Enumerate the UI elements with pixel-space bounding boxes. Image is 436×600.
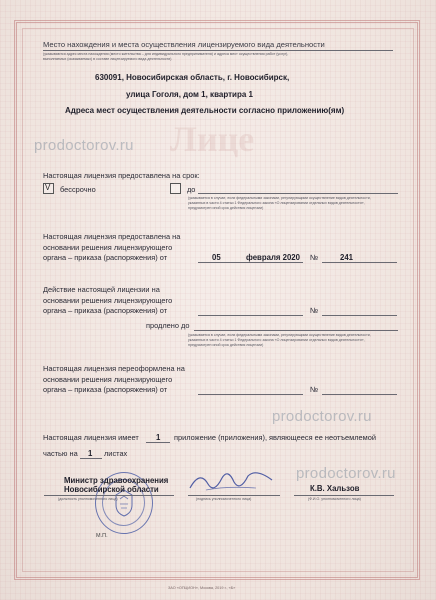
extended-line-2: основании решения лицензирующего <box>43 295 173 305</box>
appendix-sheets-rule <box>80 458 102 459</box>
granted-number-sign: № <box>310 253 319 262</box>
granted-day: 05 <box>212 253 221 262</box>
location-title-rule <box>43 50 393 51</box>
until-label: до <box>187 185 196 194</box>
stamp-place-label: М.П. <box>96 533 108 539</box>
background-ornament: Лице <box>170 119 255 159</box>
handwritten-signature <box>186 466 276 496</box>
granted-line-1: Настоящая лицензия предоставлена на <box>43 232 181 241</box>
location-title: Место нахождения и места осуществления лицензируемого вида деятельности <box>43 40 325 49</box>
authority-note: (должность уполномоченного лица) <box>58 497 118 501</box>
extended-line-3: органа – приказа (распоряжения) от <box>43 306 168 316</box>
reissued-number-sign: № <box>310 385 319 394</box>
location-note-2: выполняемых (оказываемых) в составе лицензируемого вида деятельности) <box>43 57 172 61</box>
term-note-1: (указывается в случае, если федеральными законами, регулирующими осуществление видов деятельности, <box>188 196 371 200</box>
reissued-line-1: Настоящая лицензия переоформлена на <box>43 364 185 373</box>
granted-text <box>43 232 195 264</box>
appendix-suffix: приложение (приложения), являющееся ее неотъемлемой <box>174 433 376 442</box>
extended-line-1: Действие настоящей лицензии на <box>43 285 160 294</box>
extended-number-rule <box>322 315 397 316</box>
extended-number-sign: № <box>310 306 319 315</box>
signer-name-rule <box>294 495 394 496</box>
appendix-prefix: Настоящая лицензия имеет <box>43 433 139 442</box>
authority-line-1: Министр здравоохранения <box>64 476 169 485</box>
extended-note-1: (указывается в случае, если федеральными законами, регулирующими осуществление видов деятельности, <box>188 333 371 337</box>
granted-number: 241 <box>340 253 354 262</box>
signer-name: К.В. Хальзов <box>310 484 360 493</box>
reissued-line-3: органа – приказа (распоряжения) от <box>43 385 168 395</box>
granted-line-3: органа – приказа (распоряжения) от <box>43 253 168 263</box>
address-line-1: 630091, Новосибирская область, г. Новосибирск, <box>95 73 290 82</box>
extended-date-rule <box>198 315 303 316</box>
unlimited-check-mark: V <box>45 183 51 192</box>
watermark-top: prodoctorov.ru <box>34 137 134 154</box>
appendix-count-rule <box>146 442 170 443</box>
extended-until-label: продлено до <box>146 321 190 330</box>
print-info: ЗАО «ОПЦИОН», Москва, 2019 г., «Б» <box>168 586 236 590</box>
extended-note-2: указанных в части 4 статьи 1 Федерального закона «О лицензировании отдельных видов деятельности», <box>188 338 365 342</box>
term-label: Настоящая лицензия предоставлена на срок: <box>43 171 200 180</box>
authority-rule <box>44 495 174 496</box>
reissued-number-rule <box>322 394 397 395</box>
appendix-count: 1 <box>156 433 161 442</box>
reissued-text <box>43 364 195 396</box>
extended-note-3: предусмотрен иной срок действия лицензии) <box>188 343 264 347</box>
watermark-bottom: prodoctorov.ru <box>296 465 396 482</box>
address-line-2: улица Гоголя, дом 1, квартира 1 <box>126 90 253 99</box>
until-checkbox <box>170 183 181 194</box>
term-note-2: указанных в части 4 статьи 1 Федерального закона «О лицензировании отдельных видов деятельности», <box>188 201 365 205</box>
appendix-sheets: 1 <box>88 449 93 458</box>
granted-line-2: основании решения лицензирующего <box>43 242 173 252</box>
reissued-line-2: основании решения лицензирующего <box>43 374 173 384</box>
signature-rule <box>188 495 280 496</box>
unlimited-checkbox <box>43 183 54 194</box>
extended-until-rule <box>194 330 398 331</box>
term-note-3: предусмотрен иной срок действия лицензии) <box>188 206 264 210</box>
reissued-date-rule <box>198 394 303 395</box>
granted-number-rule <box>322 262 397 263</box>
extended-text <box>43 285 195 317</box>
until-rule <box>198 193 398 194</box>
watermark-middle: prodoctorov.ru <box>272 408 372 425</box>
granted-month-year: февраля 2020 <box>246 253 300 262</box>
signer-name-note: (Ф.И.О. уполномоченного лица) <box>308 497 361 501</box>
authority-line-2: Новосибирской области <box>64 485 159 494</box>
appendix-part-prefix: частью на <box>43 449 78 458</box>
unlimited-label: бессрочно <box>60 185 96 194</box>
signature-note: (подпись уполномоченного лица) <box>196 497 252 501</box>
granted-date-rule <box>198 262 303 263</box>
appendix-sheets-label: листах <box>104 449 128 458</box>
location-note-1: (указываются адрес места нахождения (место жительства – для индивидуального предпринимателя) и адреса мест осуществления работ (услуг), <box>43 52 289 56</box>
address-line-3: Адреса мест осуществления деятельности согласно приложению(ям) <box>65 106 345 115</box>
